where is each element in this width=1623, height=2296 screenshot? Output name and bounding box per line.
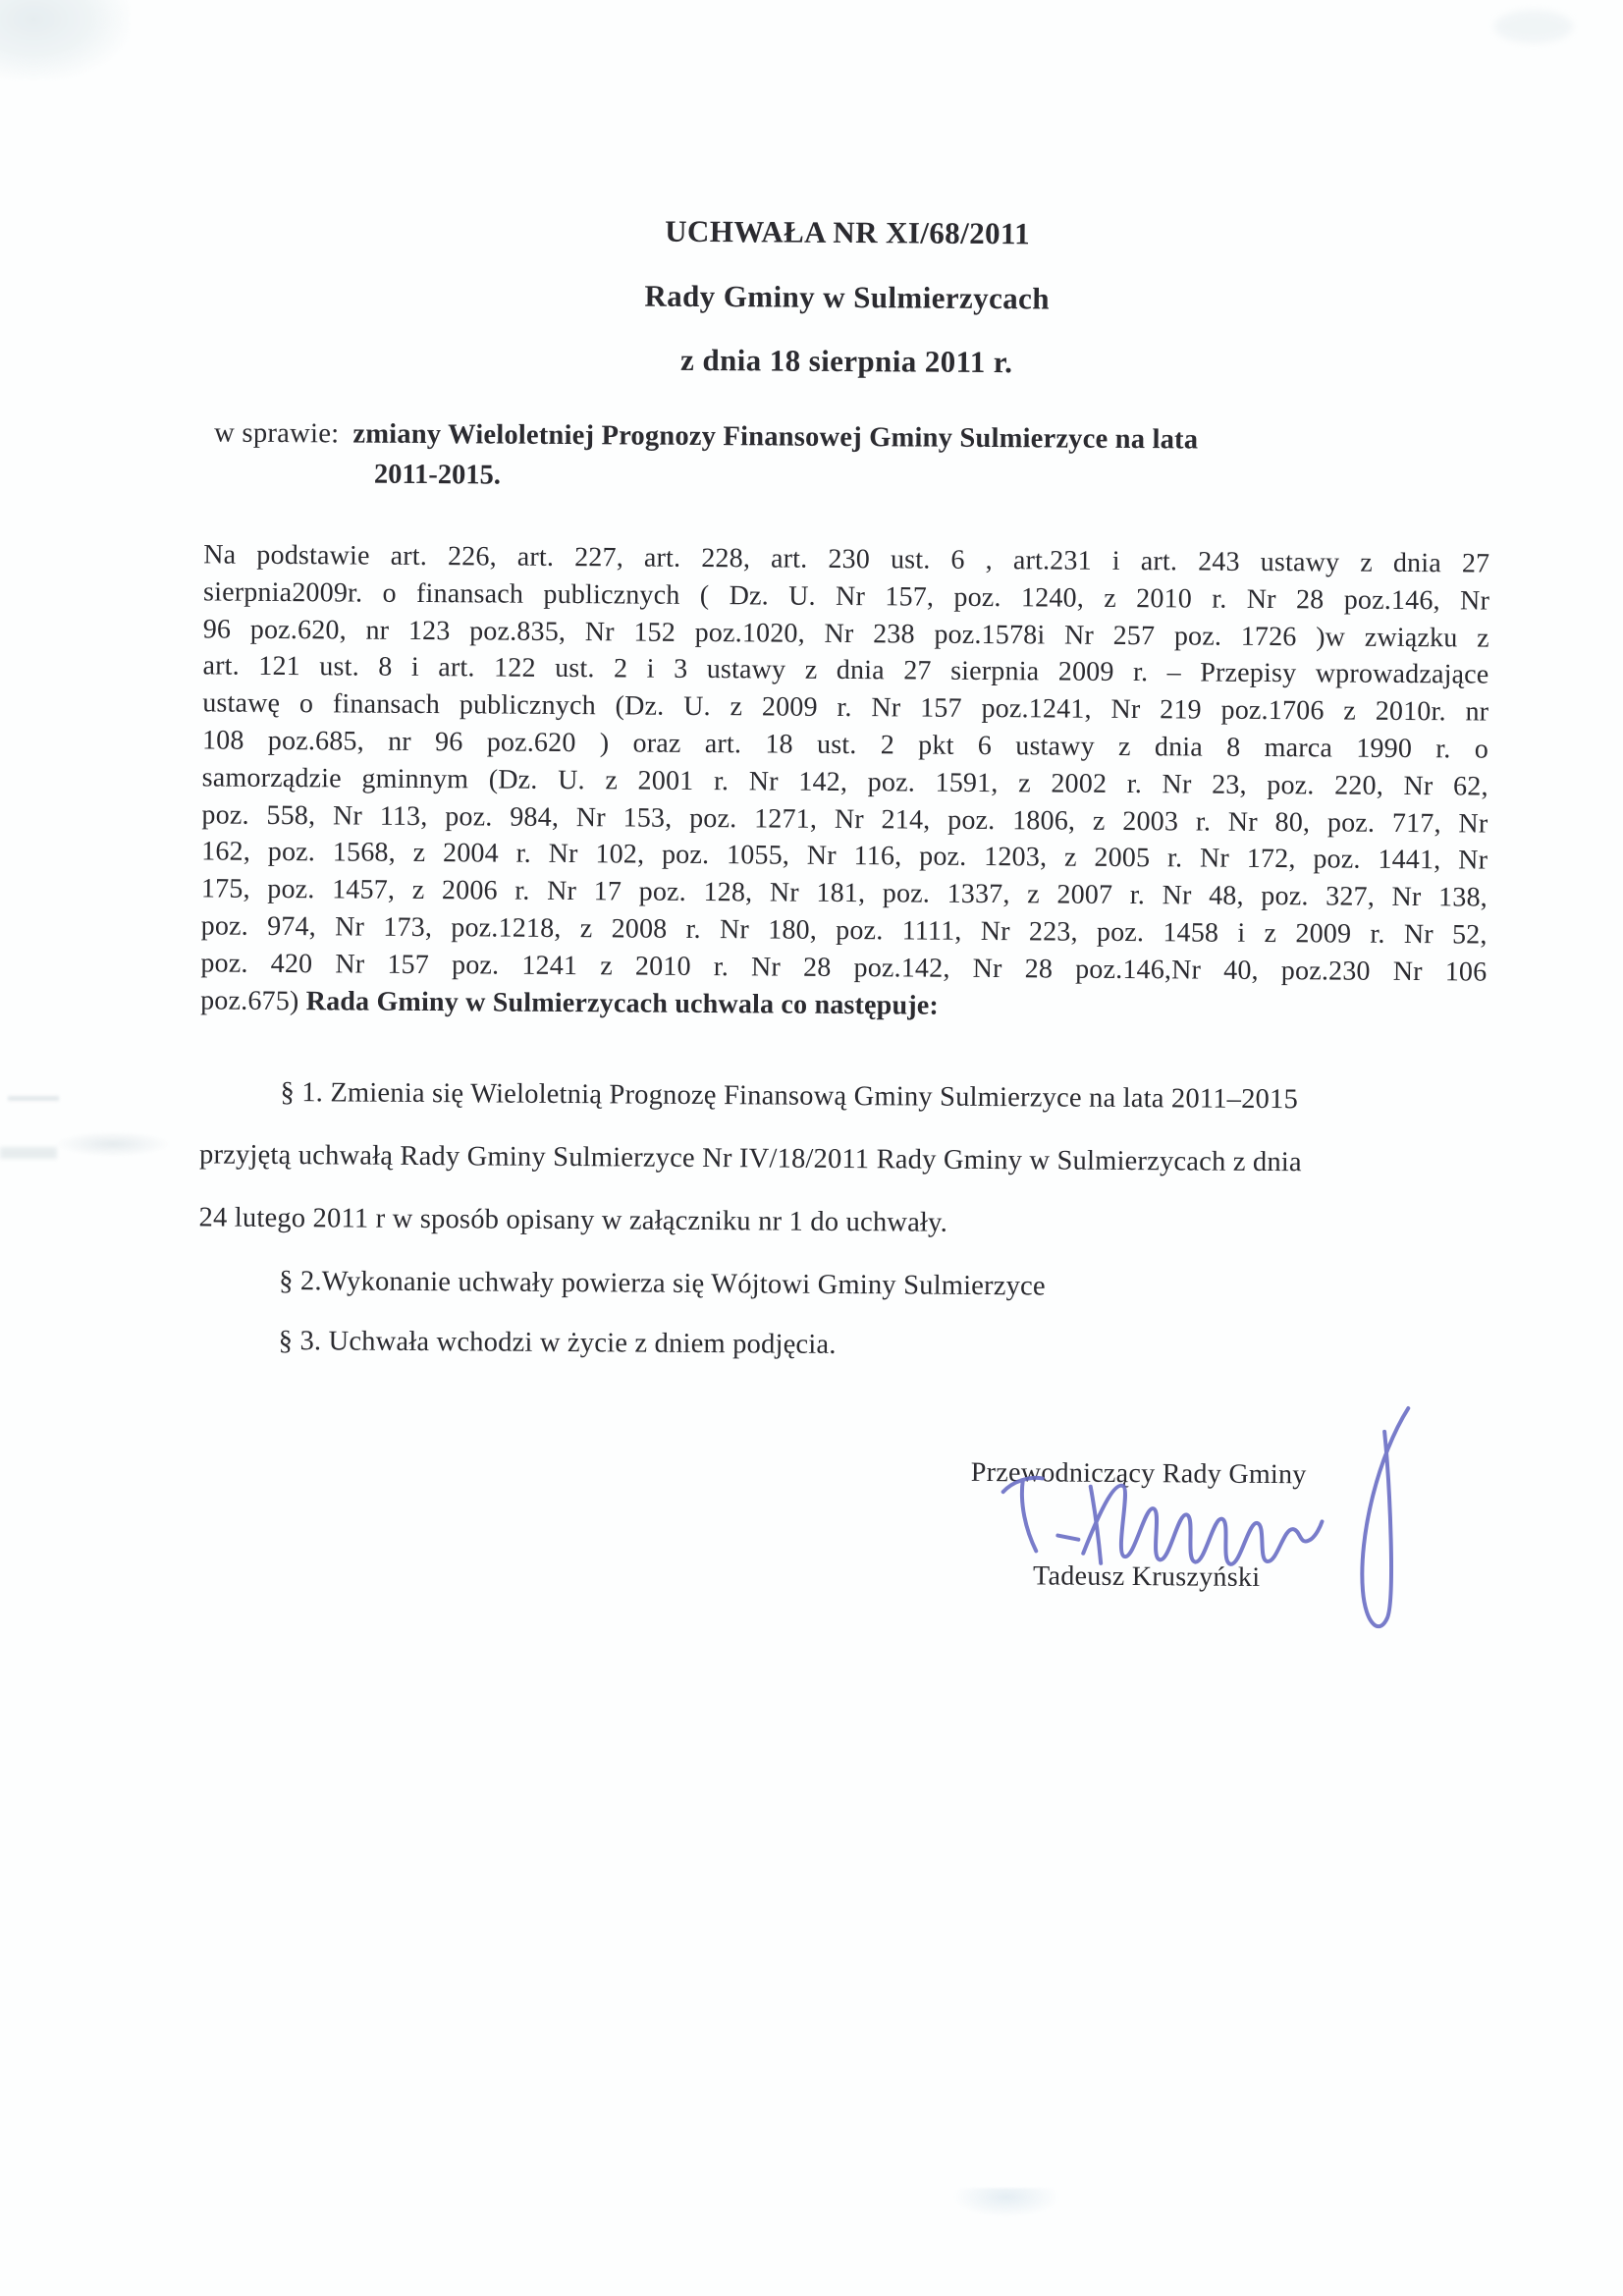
signature-stroke	[1083, 1485, 1323, 1564]
signer-role: Przewodniczący Rady Gminy	[970, 1456, 1307, 1491]
legal-basis-closing-normal: poz.675)	[200, 984, 306, 1016]
subject-label: w sprawie:	[214, 417, 340, 450]
document-title-authority: Rady Gminy w Sulmierzycach	[644, 278, 1051, 316]
handwritten-signature	[966, 1395, 1439, 1664]
subject-line	[214, 417, 1510, 458]
section-1-line-2: przyjętą uchwałą Rady Gminy Sulmierzyce Nr IV/18/2011 Rady Gminy w Sulmierzycach z dnia	[198, 1139, 1302, 1178]
legal-basis-line: 175, poz. 1457, z 2006 r. Nr 17 poz. 128, Nr 181, poz. 1337, z 2007 r. Nr 48, poz. 327, Nr 138,	[200, 873, 1488, 913]
section-2: § 2.Wykonanie uchwały powierza się Wójtowi Gminy Sulmierzyce	[279, 1265, 1046, 1302]
signer-name: Tadeusz Kruszyński	[1032, 1560, 1261, 1593]
legal-basis-paragraph	[200, 536, 1489, 1027]
section-1-line-1: § 1. Zmienia się Wieloletnią Prognozę Finansową Gminy Sulmierzyce na lata 2011–2015	[280, 1076, 1299, 1116]
legal-basis-line: 96 poz.620, nr 123 poz.835, Nr 152 poz.1020, Nr 238 poz.1578i Nr 257 poz. 1726 )w związku z	[202, 614, 1489, 654]
legal-basis-line: poz. 558, Nr 113, poz. 984, Nr 153, poz. 1271, Nr 214, poz. 1806, z 2003 r. Nr 80, poz. 717, Nr	[201, 799, 1488, 840]
section-3: § 3. Uchwała wchodzi w życie z dniem podjęcia.	[278, 1325, 837, 1360]
legal-basis-line: art. 121 ust. 8 i art. 122 ust. 2 i 3 ustawy z dnia 27 sierpnia 2009 r. – Przepisy wprowadzające	[202, 650, 1489, 690]
document-title-number: UCHWAŁA NR XI/68/2011	[665, 213, 1031, 251]
legal-basis-line: poz. 974, Nr 173, poz.1218, z 2008 r. Nr 180, poz. 1111, Nr 223, poz. 1458 i z 2009 r. Nr 52,	[200, 910, 1488, 951]
legal-basis-line: poz. 420 Nr 157 poz. 1241 z 2010 r. Nr 28 poz.142, Nr 28 poz.146,Nr 40, poz.230 Nr 106	[200, 948, 1488, 988]
legal-basis-line: Na podstawie art. 226, art. 227, art. 228, art. 230 ust. 6 , art.231 i art. 243 ustawy z dnia 27	[203, 539, 1490, 579]
subject-text-continued: 2011-2015.	[373, 459, 502, 491]
legal-basis-line: samorządzie gminnym (Dz. U. z 2001 r. Nr 142, poz. 1591, z 2002 r. Nr 23, poz. 220, Nr 62,	[201, 762, 1488, 802]
legal-basis-line: ustawę o finansach publicznych (Dz. U. z 2009 r. Nr 157 poz.1241, Nr 219 poz.1706 z 2010r. nr	[202, 687, 1489, 728]
signature-stroke	[1057, 1536, 1078, 1540]
legal-basis-line: 108 poz.685, nr 96 poz.620 ) oraz art. 18 ust. 2 pkt 6 ustawy z dnia 8 marca 1990 r. o	[201, 725, 1489, 765]
signature-flourish	[1362, 1408, 1408, 1627]
section-1-line-3: 24 lutego 2011 r w sposób opisany w załączniku nr 1 do uchwały.	[198, 1202, 948, 1238]
resolution-clause: Rada Gminy w Sulmierzycach uchwala co następuje:	[305, 985, 940, 1021]
document-title-date: z dnia 18 sierpnia 2011 r.	[679, 342, 1013, 380]
legal-basis-line: 162, poz. 1568, z 2004 r. Nr 102, poz. 1055, Nr 116, poz. 1203, z 2005 r. Nr 172, poz. 1441, Nr	[201, 836, 1488, 876]
subject-text: zmiany Wieloletniej Prognozy Finansowej Gminy Sulmierzyce na lata	[352, 418, 1199, 456]
signature-stroke	[1021, 1480, 1036, 1551]
legal-basis-line: sierpnia2009r. o finansach publicznych ( Dz. U. Nr 157, poz. 1240, z 2010 r. Nr 28 poz.146, Nr	[202, 576, 1490, 617]
